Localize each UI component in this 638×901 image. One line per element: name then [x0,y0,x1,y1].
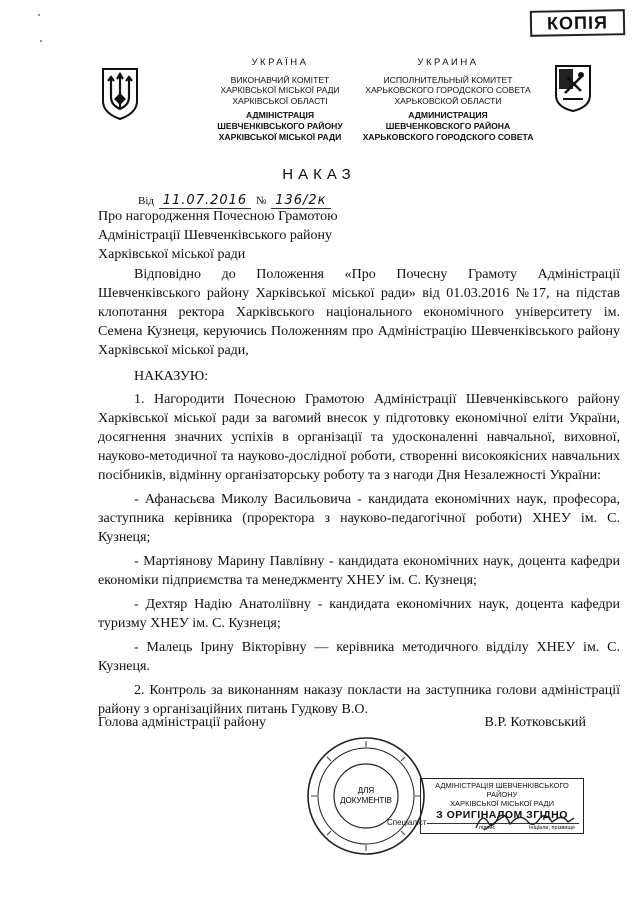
subject-line: Адміністрації Шевченківського району [98,228,333,243]
preamble [98,265,620,360]
certify-specialist: Спеціаліст [387,818,427,827]
signature-block [98,715,620,731]
header-ukrainian [185,58,375,142]
order-date: 11.07.2016 [159,193,251,209]
header-line: ВИКОНАВЧИЙ КОМІТЕТ [230,74,330,85]
header-sub-line: ШЕВЧЕНКІВСЬКОГО РАЙОНУ [217,120,343,131]
signatory-position: Голова адміністрації району [98,715,266,730]
order-directive: НАКАЗУЮ: [134,369,209,384]
header-line: ХАРКІВСЬКОЇ МІСЬКОЇ РАДИ [220,85,340,96]
header-sub-line: ШЕВЧЕНКОВСКОГО РАЙОНА [385,120,511,131]
order-subject [98,207,398,264]
header-sub-line: АДМІНІСТРАЦІЯ [245,110,315,121]
header-line: ХАРЬКОВСКОЙ ОБЛАСТИ [394,95,502,106]
certify-line: ХАРКІВСЬКОЇ МІСЬКОЇ РАДИ [449,799,554,808]
certify-caption: Ініціали, прізвище [529,825,575,831]
header-line: ХАРЬКОВСКОГО ГОРОДСКОГО СОВЕТА [365,85,531,96]
country-ua: УКРАЇНА [251,57,309,68]
header-sub-line: ХАРЬКОВСКОГО ГОРОДСКОГО СОВЕТА [362,131,534,142]
header-russian [348,58,548,142]
order-body [98,390,620,719]
awardee: - Афанасьєва Миколу Васильовича - кандидата економічних наук, професора, заступника керівника (проректора з науково-педагогічної роботи) ХНЕУ ім. С. Кузнеця; [98,492,620,545]
kharkiv-emblem-icon [553,63,593,113]
header-line: ИСПОЛНИТЕЛЬНЫЙ КОМИТЕТ [383,74,513,85]
subject-line: Про нагородження Почесною Грамотою [98,209,338,224]
trident-icon [100,65,140,121]
item-2: 2. Контроль за виконанням наказу покласти на заступника голови адміністрації району з організаційних питань Гудкову В.О. [98,683,620,717]
document-title: НАКАЗ [282,166,356,183]
item-1: 1. Нагородити Почесною Грамотою Адміністрації Шевченківського району Харківської міської ради за вагомий внесок у підготовку економічної еліти України, досягнення значних успіхів в організації та удосконаленні навчальної, виховної, науково-методичної та науково-дослідної роботи, створенні високоякісних навчальних посібників, відмінну організаторську роботу та з нагоди Дня Незалежності України: [98,392,620,483]
certify-main: З ОРИГІНАЛОМ ЗГІДНО [436,809,568,821]
order-from-label: Від [138,195,154,207]
order-number: 136/2к [271,193,330,209]
header-sub [185,110,375,142]
copy-stamp: КОПІЯ [530,9,625,37]
seal-text: ДОКУМЕНТІВ [340,796,392,805]
certify-line: АДМІНІСТРАЦІЯ ШЕВЧЕНКІВСЬКОГО РАЙОНУ [435,781,569,799]
awardee: - Мартіянову Марину Павлівну - кандидата економічних наук, доцента кафедри економіки підприємства та менеджменту ХНЕУ ім. С. Кузнеця; [98,554,620,588]
header-sub-line: АДМИНИСТРАЦИЯ [408,110,488,121]
awardee: - Малець Ірину Вікторівну — керівника методичного відділу ХНЕУ ім. С. Кузнеця. [98,640,620,674]
handwritten-signature [470,808,580,834]
preamble-text: Відповідно до Положення «Про Почесну Грамоту Адміністрації Шевченківського району Харківської міської ради» від 01.03.2016 №17, на підстав клопотання ректора Харківського національного економічного університету ім. Семена Кузнеця, керуючись Положенням про Адміністрацію Шевченківського району Харківської міської ради, [98,267,620,358]
subject-line: Харківської міської ради [98,247,246,262]
round-seal [305,735,427,857]
header-sub-line: ХАРКІВСЬКОЇ МІСЬКОЇ РАДИ [218,131,342,142]
header-sub [348,110,548,142]
header-line: ХАРКІВСЬКОЇ ОБЛАСТІ [232,95,328,106]
order-number-label: № [255,195,267,207]
seal-text: ДЛЯ [357,786,375,795]
signatory-name: В.Р. Котковський [484,715,586,730]
country-ru: УКРАИНА [417,57,479,68]
letterhead [0,0,638,150]
certify-caption: підпис [479,825,496,831]
awardee: - Дехтяр Надію Анатоліївну - кандидата економічних наук, доцента кафедри туризму ХНЕУ ім. С. Кузнеця; [98,597,620,631]
